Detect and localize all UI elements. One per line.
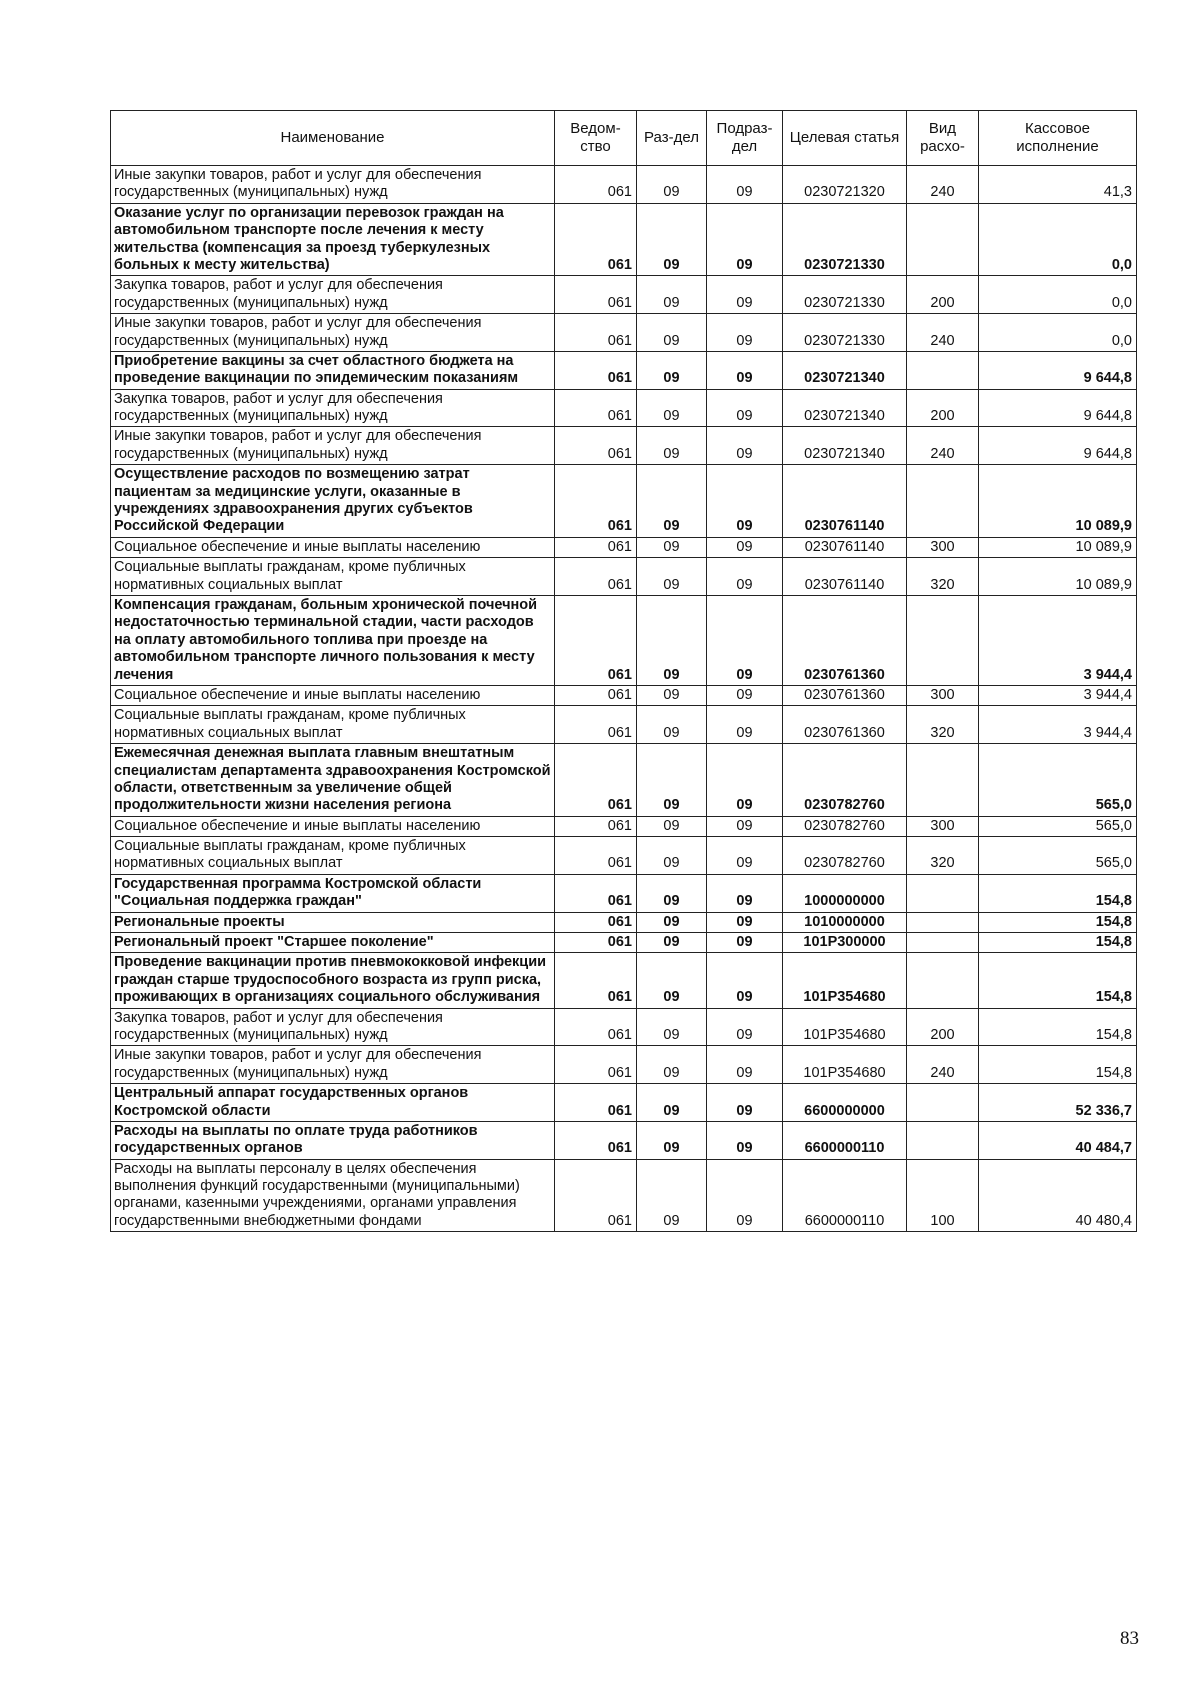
row-subsection: 09 [707,874,783,912]
row-amount: 9 644,8 [979,351,1137,389]
row-department: 061 [555,465,637,538]
row-department: 061 [555,1121,637,1159]
row-target-article: 1000000000 [783,874,907,912]
row-department: 061 [555,427,637,465]
row-section: 09 [637,314,707,352]
col-header-expense-type: Вид расхо- [907,111,979,166]
table-row [111,351,1137,389]
row-subsection: 09 [707,465,783,538]
table-row [111,1121,1137,1159]
col-header-name: Наименование [111,111,555,166]
row-expense-type [907,874,979,912]
row-subsection: 09 [707,314,783,352]
row-name: Осуществление расходов по возмещению затрат пациентам за медицинские услуги, оказанные в учреждениях здравоохранения других субъектов Российской Федерации [111,465,555,538]
row-target-article: 0230721330 [783,203,907,276]
row-target-article: 0230721340 [783,351,907,389]
row-amount: 40 484,7 [979,1121,1137,1159]
table-row [111,1084,1137,1122]
row-name: Расходы на выплаты персоналу в целях обеспечения выполнения функций государственными (муниципальными) органами, казенными учреждениями, органами управления государственными внебюджетными фондами [111,1159,555,1232]
row-expense-type: 200 [907,389,979,427]
row-name: Социальное обеспечение и иные выплаты населению [111,685,555,705]
row-target-article: 0230721330 [783,276,907,314]
row-expense-type: 300 [907,537,979,557]
table-row [111,595,1137,685]
col-header-target-article: Целевая статья [783,111,907,166]
row-target-article: 1010000000 [783,912,907,932]
row-subsection: 09 [707,203,783,276]
row-section: 09 [637,1008,707,1046]
row-target-article: 0230761140 [783,558,907,596]
row-name: Закупка товаров, работ и услуг для обеспечения государственных (муниципальных) нужд [111,1008,555,1046]
row-expense-type: 320 [907,837,979,875]
col-header-subsection: Подраз-дел [707,111,783,166]
row-section: 09 [637,1084,707,1122]
row-section: 09 [637,874,707,912]
row-amount: 0,0 [979,314,1137,352]
row-section: 09 [637,744,707,817]
row-subsection: 09 [707,1084,783,1122]
row-subsection: 09 [707,706,783,744]
table-row [111,314,1137,352]
table-row [111,1008,1137,1046]
row-expense-type: 240 [907,1046,979,1084]
row-subsection: 09 [707,558,783,596]
row-expense-type: 320 [907,558,979,596]
row-section: 09 [637,1159,707,1232]
row-amount: 565,0 [979,744,1137,817]
row-expense-type: 200 [907,276,979,314]
table-row [111,427,1137,465]
row-target-article: 0230721330 [783,314,907,352]
row-target-article: 0230721320 [783,166,907,204]
row-subsection: 09 [707,351,783,389]
row-section: 09 [637,933,707,953]
row-section: 09 [637,276,707,314]
row-expense-type: 200 [907,1008,979,1046]
row-target-article: 101P354680 [783,1046,907,1084]
row-department: 061 [555,912,637,932]
table-header-row [111,111,1137,166]
row-department: 061 [555,351,637,389]
row-subsection: 09 [707,1008,783,1046]
row-section: 09 [637,389,707,427]
row-expense-type: 300 [907,816,979,836]
row-target-article: 6600000000 [783,1084,907,1122]
table-row [111,389,1137,427]
row-name: Социальное обеспечение и иные выплаты населению [111,537,555,557]
row-subsection: 09 [707,166,783,204]
row-amount: 10 089,9 [979,537,1137,557]
row-subsection: 09 [707,816,783,836]
row-department: 061 [555,706,637,744]
row-amount: 9 644,8 [979,389,1137,427]
row-section: 09 [637,203,707,276]
row-expense-type: 320 [907,706,979,744]
row-target-article: 0230782760 [783,837,907,875]
row-target-article: 0230761360 [783,595,907,685]
row-name: Иные закупки товаров, работ и услуг для обеспечения государственных (муниципальных) нужд [111,427,555,465]
row-amount: 41,3 [979,166,1137,204]
row-amount: 3 944,4 [979,685,1137,705]
row-expense-type [907,203,979,276]
table-row [111,912,1137,932]
row-amount: 3 944,4 [979,595,1137,685]
row-subsection: 09 [707,389,783,427]
row-expense-type [907,351,979,389]
table-row [111,933,1137,953]
row-subsection: 09 [707,276,783,314]
row-name: Компенсация гражданам, больным хронической почечной недостаточностью терминальной стадии, части расходов на оплату автомобильного топлива при проезде на автомобильном транспорте личного пользования к месту лечения [111,595,555,685]
row-target-article: 0230761140 [783,537,907,557]
row-subsection: 09 [707,595,783,685]
table-row [111,203,1137,276]
row-section: 09 [637,837,707,875]
row-name: Закупка товаров, работ и услуг для обеспечения государственных (муниципальных) нужд [111,276,555,314]
row-name: Государственная программа Костромской области "Социальная поддержка граждан" [111,874,555,912]
row-amount: 0,0 [979,203,1137,276]
table-row [111,874,1137,912]
row-name: Проведение вакцинации против пневмококковой инфекции граждан старше трудоспособного возраста из групп риска, проживающих в организациях социального обслуживания [111,953,555,1008]
table-row [111,1159,1137,1232]
page-number: 83 [1120,1628,1139,1649]
row-section: 09 [637,1046,707,1084]
col-header-department: Ведом-ство [555,111,637,166]
row-subsection: 09 [707,1046,783,1084]
row-department: 061 [555,595,637,685]
row-expense-type: 240 [907,314,979,352]
row-amount: 154,8 [979,912,1137,932]
row-department: 061 [555,1159,637,1232]
row-section: 09 [637,537,707,557]
col-header-cash-execution: Кассовое исполнение [979,111,1137,166]
row-expense-type [907,744,979,817]
row-amount: 565,0 [979,837,1137,875]
row-section: 09 [637,1121,707,1159]
row-subsection: 09 [707,685,783,705]
row-name: Иные закупки товаров, работ и услуг для обеспечения государственных (муниципальных) нужд [111,314,555,352]
row-subsection: 09 [707,427,783,465]
row-expense-type [907,595,979,685]
row-amount: 9 644,8 [979,427,1137,465]
row-name: Закупка товаров, работ и услуг для обеспечения государственных (муниципальных) нужд [111,389,555,427]
row-department: 061 [555,166,637,204]
table-body [111,166,1137,1232]
table-row [111,166,1137,204]
row-section: 09 [637,166,707,204]
table-row [111,465,1137,538]
table-row [111,276,1137,314]
row-section: 09 [637,465,707,538]
row-department: 061 [555,1008,637,1046]
row-amount: 3 944,4 [979,706,1137,744]
row-amount: 10 089,9 [979,465,1137,538]
row-amount: 0,0 [979,276,1137,314]
row-department: 061 [555,1084,637,1122]
row-department: 061 [555,1046,637,1084]
row-target-article: 0230782760 [783,816,907,836]
row-name: Приобретение вакцины за счет областного бюджета на проведение вакцинации по эпидемическим показаниям [111,351,555,389]
row-amount: 154,8 [979,1046,1137,1084]
row-section: 09 [637,912,707,932]
row-subsection: 09 [707,933,783,953]
row-department: 061 [555,744,637,817]
row-amount: 154,8 [979,874,1137,912]
row-subsection: 09 [707,912,783,932]
row-amount: 52 336,7 [979,1084,1137,1122]
table-row [111,1046,1137,1084]
table-row [111,558,1137,596]
row-amount: 10 089,9 [979,558,1137,596]
row-amount: 154,8 [979,933,1137,953]
row-section: 09 [637,706,707,744]
table-row [111,744,1137,817]
row-name: Социальные выплаты гражданам, кроме публичных нормативных социальных выплат [111,706,555,744]
row-department: 061 [555,816,637,836]
row-amount: 40 480,4 [979,1159,1137,1232]
row-name: Региональный проект "Старшее поколение" [111,933,555,953]
row-target-article: 101P354680 [783,1008,907,1046]
row-name: Оказание услуг по организации перевозок граждан на автомобильном транспорте после лечения к месту жительства (компенсация за проезд туберкулезных больных к месту жительства) [111,203,555,276]
row-name: Иные закупки товаров, работ и услуг для обеспечения государственных (муниципальных) нужд [111,1046,555,1084]
row-target-article: 0230782760 [783,744,907,817]
row-expense-type [907,1084,979,1122]
row-department: 061 [555,558,637,596]
row-target-article: 0230761360 [783,706,907,744]
row-target-article: 6600000110 [783,1121,907,1159]
row-section: 09 [637,953,707,1008]
row-name: Центральный аппарат государственных органов Костромской области [111,1084,555,1122]
row-subsection: 09 [707,837,783,875]
row-section: 09 [637,816,707,836]
row-department: 061 [555,314,637,352]
row-target-article: 101P300000 [783,933,907,953]
row-expense-type: 240 [907,427,979,465]
row-expense-type: 240 [907,166,979,204]
row-subsection: 09 [707,537,783,557]
row-department: 061 [555,203,637,276]
row-section: 09 [637,427,707,465]
row-section: 09 [637,558,707,596]
row-name: Региональные проекты [111,912,555,932]
row-amount: 154,8 [979,1008,1137,1046]
row-expense-type: 100 [907,1159,979,1232]
row-department: 061 [555,389,637,427]
table-row [111,706,1137,744]
row-department: 061 [555,685,637,705]
row-department: 061 [555,874,637,912]
col-header-section: Раз-дел [637,111,707,166]
row-department: 061 [555,537,637,557]
row-section: 09 [637,685,707,705]
row-expense-type [907,465,979,538]
row-subsection: 09 [707,744,783,817]
row-department: 061 [555,276,637,314]
row-subsection: 09 [707,1159,783,1232]
row-name: Расходы на выплаты по оплате труда работников государственных органов [111,1121,555,1159]
row-expense-type: 300 [907,685,979,705]
row-department: 061 [555,953,637,1008]
row-amount: 154,8 [979,953,1137,1008]
row-name: Иные закупки товаров, работ и услуг для обеспечения государственных (муниципальных) нужд [111,166,555,204]
row-expense-type [907,933,979,953]
row-department: 061 [555,933,637,953]
row-section: 09 [637,595,707,685]
row-name: Социальные выплаты гражданам, кроме публичных нормативных социальных выплат [111,558,555,596]
row-name: Ежемесячная денежная выплата главным внештатным специалистам департамента здравоохранения Костромской области, ответственным за увеличение общей продолжительности жизни населения региона [111,744,555,817]
row-section: 09 [637,351,707,389]
row-name: Социальное обеспечение и иные выплаты населению [111,816,555,836]
row-target-article: 101P354680 [783,953,907,1008]
row-subsection: 09 [707,953,783,1008]
row-name: Социальные выплаты гражданам, кроме публичных нормативных социальных выплат [111,837,555,875]
row-expense-type [907,953,979,1008]
row-target-article: 6600000110 [783,1159,907,1232]
table-row [111,685,1137,705]
row-target-article: 0230761140 [783,465,907,538]
row-target-article: 0230721340 [783,389,907,427]
budget-table [110,110,1137,1232]
row-department: 061 [555,837,637,875]
row-expense-type [907,912,979,932]
table-row [111,953,1137,1008]
table-row [111,537,1137,557]
row-amount: 565,0 [979,816,1137,836]
row-subsection: 09 [707,1121,783,1159]
table-row [111,816,1137,836]
row-target-article: 0230721340 [783,427,907,465]
table-row [111,837,1137,875]
row-expense-type [907,1121,979,1159]
row-target-article: 0230761360 [783,685,907,705]
